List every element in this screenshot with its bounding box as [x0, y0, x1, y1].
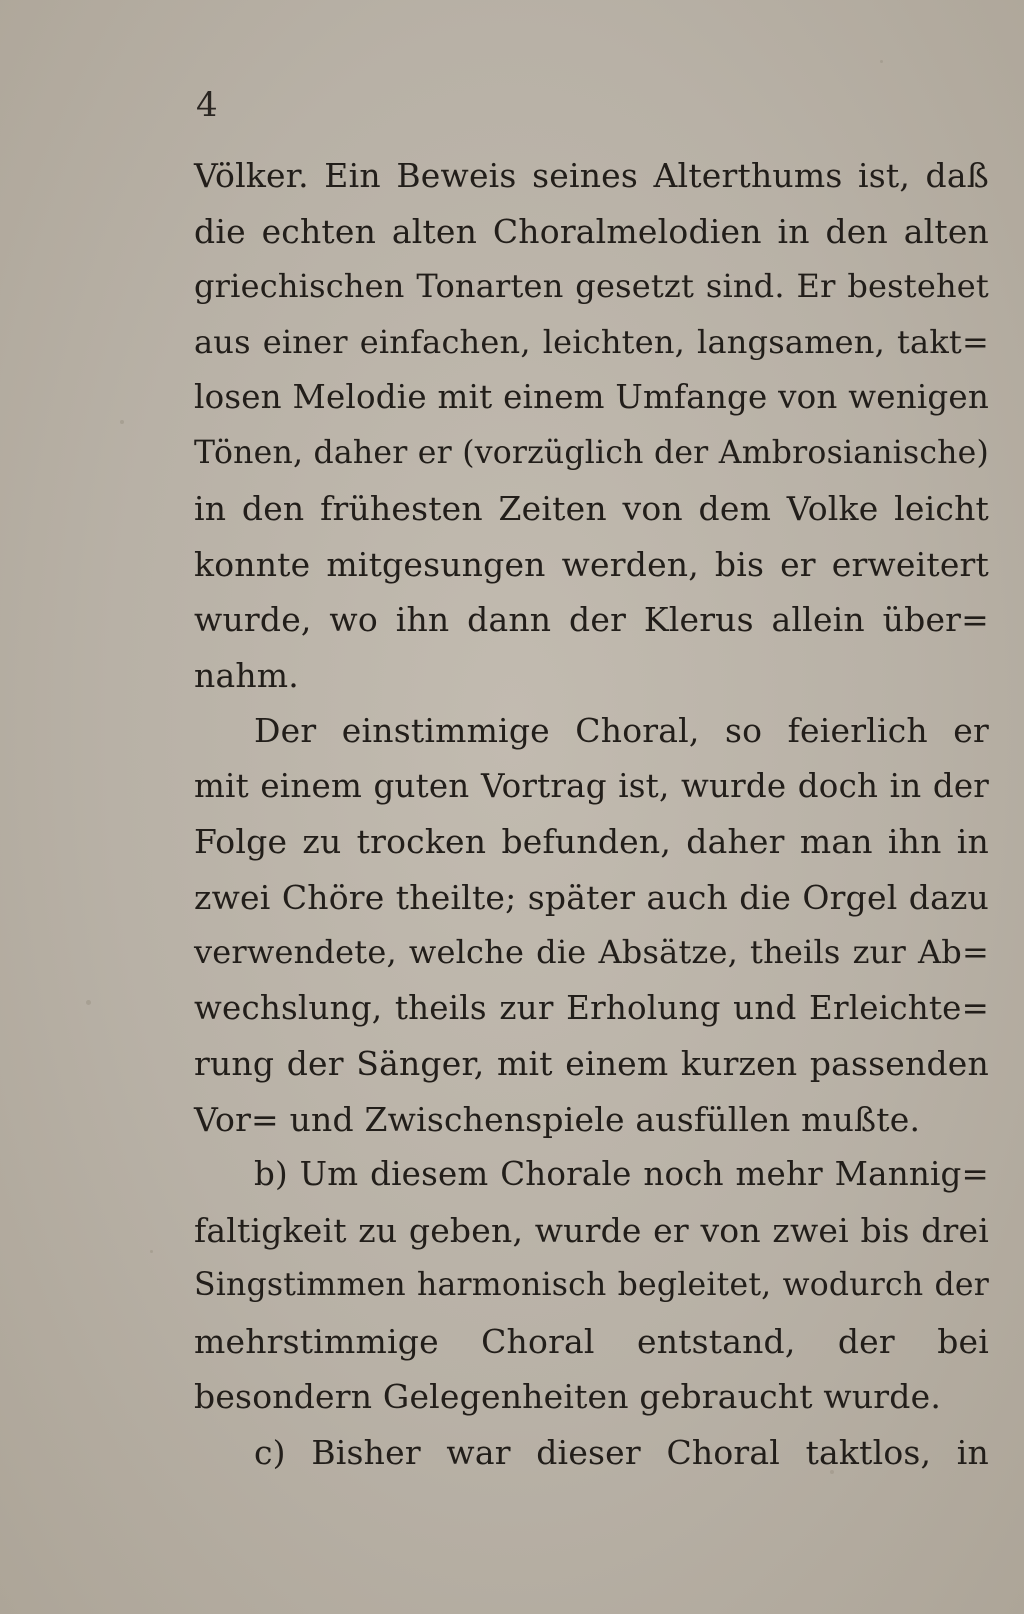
paper-speck	[880, 60, 883, 63]
text-line: Der einstimmige Choral, so feierlich er	[254, 711, 989, 750]
text-line: konnte mitgesungen werden, bis er erweitert	[194, 544, 989, 584]
text-line: mehrstimmige Choral entstand, der bei	[194, 1321, 989, 1361]
text-line: Völker. Ein Beweis seines Alterthums ist, daß	[194, 156, 989, 195]
text-line: Vor= und Zwischenspiele ausfüllen mußte.	[194, 1099, 921, 1139]
text-line: wechslung, theils zur Erholung und Erleichte=	[194, 988, 989, 1027]
text-line: b) Um diesem Chorale noch mehr Mannig=	[254, 1155, 989, 1193]
paper-speck	[120, 420, 124, 424]
text-line: losen Melodie mit einem Umfange von wenigen	[194, 378, 989, 416]
text-line: nahm.	[194, 655, 299, 695]
text-line: c) Bisher war dieser Choral taktlos, in	[254, 1432, 989, 1472]
text-line: faltigkeit zu geben, wurde er von zwei bis drei	[194, 1210, 989, 1250]
text-line: in den frühesten Zeiten von dem Volke leicht	[194, 489, 989, 528]
text-line: verwendete, welche die Absätze, theils zur Ab=	[194, 933, 989, 971]
body-text	[194, 148, 994, 1480]
paper-speck	[86, 1000, 91, 1005]
text-line: Folge zu trocken befunden, daher man ihn in	[194, 822, 989, 861]
text-line: mit einem guten Vortrag ist, wurde doch in der	[194, 766, 989, 805]
text-line: wurde, wo ihn dann der Klerus allein über=	[194, 600, 989, 639]
text-line: die echten alten Choralmelodien in den alten	[194, 211, 989, 251]
text-line: zwei Chöre theilte; später auch die Orgel dazu	[194, 877, 989, 917]
text-line: Tönen, daher er (vorzüglich der Ambrosianische)	[194, 434, 989, 471]
text-line: rung der Sänger, mit einem kurzen passenden	[194, 1044, 989, 1083]
page-number: 4	[196, 85, 218, 125]
text-line: Singstimmen harmonisch begleitet, wodurch der	[194, 1267, 989, 1303]
text-line: besondern Gelegenheiten gebraucht wurde.	[194, 1377, 942, 1416]
text-line: aus einer einfachen, leichten, langsamen, takt=	[194, 322, 989, 361]
paper-speck	[150, 1250, 153, 1253]
text-line: griechischen Tonarten gesetzt sind. Er bestehet	[194, 267, 989, 305]
